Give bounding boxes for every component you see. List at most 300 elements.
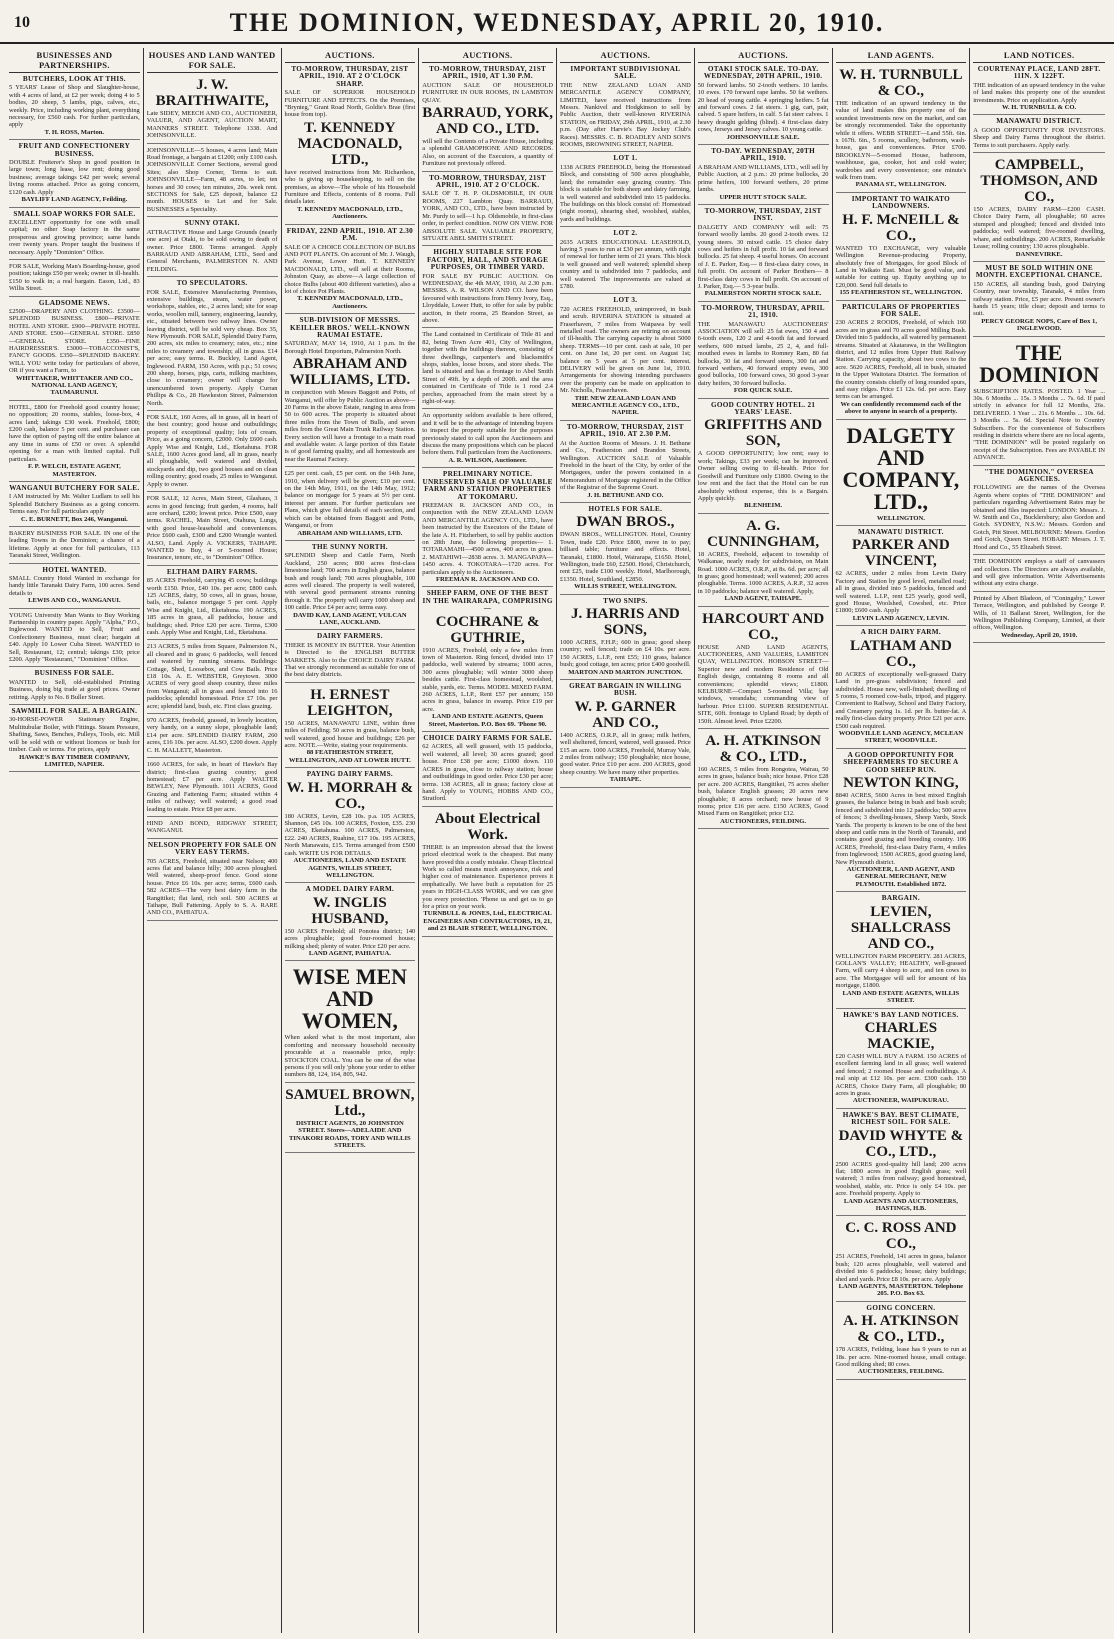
ad-signature: JOHNSONVILLE SALE. <box>726 133 800 141</box>
ad-body: in conjunction with Messrs Baggott and Potts, of Wanganui, will offer by Public Auction as above—20 Farms in the above Estate, ranging in area from 50 to 600 acres. The property is situated about three miles from the Town of Bulls, and seven miles from the Great Main Trunk Railway Station. Every section will have a frontage to a main road and available water. A large portion of this Estate is of good farming quality, and all homesteads are near the Raumai Factory. <box>284 389 416 463</box>
ad-heading: CHOICE DAIRY FARMS FOR SALE. <box>423 734 552 743</box>
ad-firm-name: CAMPBELL, THOMSON, AND CO., <box>980 157 1098 206</box>
page-number: 10 <box>14 14 30 31</box>
ad-heading: TO-MORROW, THURSDAY, APRIL 21, 1910. <box>701 303 825 320</box>
ad-heading: SUB-DIVISION OF MESSRS. KEILLER BROS.' WELL-KNOWN RAUMAI ESTATE. <box>289 316 410 339</box>
ad-body: FREEMAN R. JACKSON AND CO., in conjunction with the NEW ZEALAND LOAN AND MERCANTILE AGENCY CO., LTD., have been instructed by the Executors of the Estate of the late A. H. Fitzherbert, to sell by public auction on 28th June, the following properties— 1. TOTARAMAHI—4500 acres, 400 acres in grass. 2. MATAHIWI—2838 acres. 3. MANGAPAPA—1450 acres. 4. TOKOTARA—1720 acres. For particulars apply to the Auctioneers. <box>422 501 553 576</box>
advertisement <box>698 205 829 302</box>
ad-signature: HAWKE'S BAY TIMBER COMPANY, LIMITED, NAPIER. <box>19 753 130 768</box>
ad-firm-name: A. H. ATKINSON & CO., LTD., <box>705 733 821 766</box>
column-7 <box>833 48 971 1633</box>
advertisement <box>9 208 140 260</box>
advertisement <box>973 555 1105 592</box>
advertisement <box>836 420 967 526</box>
ad-firm-name: A. G. CUNNINGHAM, <box>707 517 820 550</box>
ad-firm-name: SAMUEL BROWN, Ltd., <box>285 1086 415 1119</box>
ad-body: 1660 ACRES, for sale, in heart of Hawke's Bay district; first-class grazing country; good homestead; £7 per acre. Apply WALTER BEWLEY, New Plymouth. 1011 ACRES, Good Grazing and Fattening Farm; situated within 4 miles of railway; well watered; a good road leading to estate. Price £8 per acre. <box>146 761 278 813</box>
advertisement <box>836 749 967 893</box>
advertisement <box>836 63 967 193</box>
advertisement <box>147 492 278 566</box>
ad-heading: HOTEL WANTED. <box>42 565 107 574</box>
masthead <box>0 0 1114 44</box>
advertisement <box>285 1083 416 1154</box>
ad-body: 1400 ACRES, O.R.P., all in grass; milk heifers, well sheltered, fenced, watered, well grassed. Price £15 an acre. 1000 ACRES, Freehold, Murray Vale, 2 miles from railway; 150 ploughable; nice house, good water. Price £10 per acre. 200 ACRES, good sheep country. We have many other properties. <box>560 731 691 776</box>
advertisement <box>560 227 691 294</box>
ad-firm-name: LATHAM AND CO., <box>849 637 952 670</box>
ad-body: 160 ACRES, 5 miles from Rongotea, Wairau, 50 acres in grass, balance bush; nice house. Price £28 per acre. 200 ACRES, Rangitikei, 75 acres shelter bush, balance English grasses; 20 acres new ploughable; 8 acres orchard; new house of 9 rooms; price £16 per acre. £150 ACRES, Good Mixed Farm on Rangitikei; price £12. <box>697 766 829 818</box>
ad-signature: 155 FEATHERSTON ST., WELLINGTON. <box>839 289 963 297</box>
ad-body: THE indication of an upward tendency in the value of land makes this property one of the soundest investments. Price on application. Apply <box>973 81 1105 104</box>
ad-body: 62 ACRES, all well grassed, with 15 paddocks, well watered, all level; 30 acres grazed; good house. Price £38 per acre; £1000 down. 110 ACRES in grass, close to railway station; house and outbuildings in good order. Price £30 per acre; terms. 138 ACRES, all in grass; factory close at hand. Apply to YOUNG, HOBBS AND CO., Stratford. <box>422 743 553 803</box>
ad-heading: PRELIMINARY NOTICE. UNRESERVED SALE OF VALUABLE FARM AND STATION PROPERTIES AT TOKOMARU. <box>422 470 553 501</box>
ad-body: THE indication of an upward tendency in the value of land makes this property one of the soundest investments now on the market, and can be strongly recommended. Take the opportunity while it offers. WEBB STREET—Land 55ft. 6in. x 167ft. 6in., 5 rooms, scullery, bathroom, wash-house, gas and conveniences. Price £700. BROOKLYN—5-roomed House, bathroom, washhouse, gas, cooker, hot and cold water; wardrobes and every convenience; one minute's walk from tram. <box>835 100 967 182</box>
ad-body: When asked what is the most important, also comforting and necessary household necessity procurable at a reasonable price, reply: STOCKTON COAL. You can be one of the wise persons if you will only 'phone your order to either numbers 88, 124, 164, 805, 942. <box>284 1034 416 1079</box>
ad-firm-name: PARKER AND VINCENT, <box>852 537 950 570</box>
advertisement <box>422 468 553 587</box>
advertisement <box>285 467 416 541</box>
ad-heading: A MODEL DAIRY FARM. <box>305 885 395 894</box>
ad-firm-name: BARRAUD, YORK, AND CO., LTD. <box>422 105 553 138</box>
ad-heading: SAWMILL FOR SALE. A BARGAIN. <box>11 707 138 716</box>
ad-signature: W. H. TURNBULL & CO. <box>1002 104 1077 112</box>
advertisement <box>698 607 829 729</box>
ad-heading: HIGHLY SUITABLE SITE FOR FACTORY, HALL, AND STORAGE PURPOSES, OR TIMBER YARD. <box>426 248 549 272</box>
advertisement <box>422 732 553 807</box>
ad-firm-name: COCHRANE & GUTHRIE, <box>435 613 540 646</box>
ad-signature: T. KENNEDY MACDONALD, LTD., Auctioneers. <box>297 205 403 221</box>
ad-heading: ELTHAM DAIRY FARMS. <box>166 567 258 576</box>
column-1 <box>6 48 144 1633</box>
column-heading: LAND NOTICES. <box>973 48 1105 63</box>
ad-body: DWAN BROS., WELLINGTON. Hotel, Country Town, trade £20. Price £800, move in to pay; billiard table; furniture and effects. Hotel, Taranaki, £1800. Hotel, Wairarapa, £1650. Hotel, Wellington, trade £60, £2500. Hotel, Christchurch, rent £25, trade £100 weekly. Hotel, Marlborough, £1350. Hotel, Southland, £2850. <box>560 531 691 583</box>
ad-body: 2500 ACRES good-quality hill land; 200 acres flat; 1800 acres in good English grass; well watered; 3 miles from railway; good homestead, woolshed, stable, etc. Price is only £4 10s. per acre. Freehold property. Apply to <box>835 1160 967 1198</box>
ad-signature: WHITTAKER, WHITTAKER AND CO., NATIONAL LAND AGENCY, TAUMARUNUI. <box>15 374 133 397</box>
ad-body: 720 ACRES FREEHOLD, unimproved, in bush and scrub. RIVERINA STATION is situated at Fraserhaven, 7 miles from Waipawa by well metalled road. The owners are retiring on account of ill-health. The carrying capacity is about 5000 sheep. TERMS—10 per cent. cash at sale, 10 per cent. on June 1st, 20 per cent. on August 1st; balance on 5 years at 5 per cent. interest. DELIVERY will be given on June 1st, 1910. Arrangements for showing intending purchasers over the property can be made on application to Mr. Nicholls, Fraserhaven. <box>560 305 691 395</box>
ad-firm-name: DWAN BROS., <box>576 514 675 531</box>
ad-signature: Wednesday, April 20, 1910. <box>1001 631 1078 639</box>
ad-heading: MUST BE SOLD WITHIN ONE MONTH. EXCEPTIONAL CHANCE. <box>975 263 1103 280</box>
ad-body: 2635 ACRES EDUCATIONAL LEASEHOLD, having 5 years to run at £30 per annum, with right of renewal for further term of 21 years. This block is well grassed and well watered; splendid sheep country and is subdivided into 7 paddocks, and well watered. The improvements are valued at £780. <box>560 238 691 290</box>
ad-heading: HAWKE'S BAY. BEST CLIMATE, RICHEST SOIL. FOR SALE. <box>842 1110 959 1127</box>
ad-signature: C. E. BURNETT, Box 246, Wanganui. <box>21 515 128 523</box>
ad-body: 150 ACRES, DAIRY FARM—£200 CASH. Choice Dairy Farm, all ploughable; 60 acres stumped and ploughed; fenced and divided into paddocks; well watered; five-roomed dwelling, whare, and outbuildings. 200 ACRES, Remarkable Lease; rolling country; 130 acres ploughable. <box>973 206 1105 251</box>
column-4 <box>419 48 557 1633</box>
ad-heading: TO-DAY. WEDNESDAY, 20TH APRIL, 1910. <box>711 147 816 163</box>
ad-body: THE MANAWATU AUCTIONEERS' ASSOCIATION will sell: 25 fat ewes, 150 4 and 6-tooth ewes, 120 2 and 4-tooth fat and forward wethers, 600 mixed lambs, 25 2, 4, and full-mouthed ewes in lambs to Romney Ram, 80 fat bullocks, 30 fat and forward steers, 300 fat and forward wethers, 40 forward empty ewes, 300 good bullocks, 100 forward cows, 30 good 3-year dairy heifers, 30 forward bullocks. <box>697 320 829 387</box>
advertisement <box>285 961 416 1082</box>
ad-heading: PAYING DAIRY FARMS. <box>306 770 394 779</box>
advertisement <box>973 115 1105 153</box>
ad-heading: COURTENAY PLACE, LAND 28FT. 11IN. X 122FT. <box>977 65 1101 81</box>
ad-body: Late SIDEY, MEECH AND CO., AUCTIONEER, VALUER, AND AGENT, AUCTION MART, MANNERS STREET. Telephone 1338. And JOHNSONVILLE. <box>146 110 278 140</box>
ad-signature: DANNEVIRKE. <box>1015 250 1063 258</box>
advertisement <box>9 482 140 527</box>
ad-body: 705 ACRES, Freehold, situated near Nelson; 400 acres flat and balance hilly; 300 acres ploughed. Well watered, sheep-proof fence. Good stone house. Price £6 10s. per acre; terms, £600 cash. 582 ACRES—The very best dairy farm in the Rangitikei; flat land, rich soil. 500 ACRES at Taihape, Bull Fattening. Apply to S. A. RARE AND CO., PAHIATUA. <box>146 857 278 917</box>
ad-firm-name: W. H. TURNBULL & CO., <box>839 67 963 99</box>
column-2 <box>144 48 282 1633</box>
ad-heading: SMALL SOAP WORKS FOR SALE. <box>13 209 136 218</box>
advertisement <box>9 73 140 140</box>
ad-body: 150 ACRES, MANAWATU LINE, within three miles of Feilding; 50 acres in grass, balance bush, well watered, good house and buildings; £26 per acre. NOTE.—Write, stating your requirements. <box>284 719 416 750</box>
ad-body: FOLLOWING are the names of the Oversea Agents where copies of "THE DOMINION" and particulars regarding Advertisement Rates may be obtained and files inspected: LONDON: Messrs. J. W. Smith and Co., Bucklersbury; also Gordon and Gotch. SYDNEY, N.S.W.: Messrs. Gordon and Gotch, Pitt Street. MELBOURNE: Messrs. Gordon and Gotch, Queen Street. HOBART: Messrs. J. T. Hood and Co., 55 Elizabeth Street. <box>973 484 1105 551</box>
ad-signature: LAND AGENT, TAIHAPE. <box>724 595 802 603</box>
advertisement <box>560 63 691 152</box>
ad-signature: WELLINGTON. <box>876 514 925 522</box>
ad-signature: WOODVILLE LAND AGENCY, MCLEAN STREET, WOODVILLE. <box>838 729 964 745</box>
ad-body: will sell the Contents of a Private House, including a splendid GRAMOPHONE AND RECORDS. Also, on account of the Executors, a quantity of Furniture not previously offered. <box>422 138 553 168</box>
ad-body: £2500—DRAPERY AND CLOTHING. £3500—SPLENDID BUSINESS. £800—PRIVATE HOTEL AND STORE. £900—PRIVATE HOTEL AND STORE. £500—GENERAL STORE. £850—GENERAL STORE. £350—FINE HAIRDRESSER'S. £3000—TOBACCONIST'S, FANCY GOODS. £350—SPLENDID BAKERY. WILL YOU write today for particulars of above, OR if you want a Farm, to <box>9 307 140 375</box>
ad-signature: F. P. WELCH, ESTATE AGENT, MASTERTON. <box>27 463 121 478</box>
ad-body: An opportunity seldom available is here offered, and it will be to the advantage of intending buyers to inspect the property suitable for the purposes previously stated to call upon the Auctioneers and discuss the many propositions which can be placed before them. Full particulars from the Auctioneers. <box>422 412 553 457</box>
ad-body: WANTED TO EXCHANGE, very valuable Wellington Revenue-producing Property, absolutely free of Mortgages, for good Block of Land in Waikato East. Must be good value, and suitable for cutting up. Equity anything up to £20,000. Send full details to <box>835 244 967 289</box>
ad-heading: HOTELS FOR SALE. <box>588 504 663 513</box>
column-heading: AUCTIONS. <box>422 48 553 63</box>
advertisement <box>698 63 829 145</box>
ad-body: Printed by Albert Bladeon, of "Coningsby," Lower Terrace, Wellington, and published by George P. Wills, of 11 Ballarat Street, Wellington, for the Wellington Publishing Company, Limited, at their offices, Wellington. <box>973 594 1105 632</box>
advertisement <box>973 262 1105 337</box>
ad-heading: "THE DOMINION." OVERSEA AGENCIES. <box>984 467 1094 484</box>
ad-signature: We can confidently recommend each of the above to anyone in search of a property. <box>840 400 962 416</box>
advertisement <box>147 839 278 921</box>
advertisement <box>836 1109 967 1217</box>
advertisement <box>9 297 140 401</box>
advertisement <box>147 758 278 817</box>
advertisement <box>560 152 691 227</box>
ad-heading: BUTCHERS, LOOK AT THIS. <box>22 75 126 83</box>
advertisement <box>9 260 140 297</box>
ad-firm-name: J. HARRIS AND SONS, <box>570 606 680 638</box>
advertisement <box>836 301 967 420</box>
column-heading: HOUSES AND LAND WANTED FOR SALE. <box>147 48 278 73</box>
ad-signature: LEWIS AND CO., WANGANUI. <box>28 597 121 605</box>
advertisement <box>285 883 416 961</box>
ad-heading: LOT 3. <box>613 296 638 305</box>
ad-body: YOUNG University Man Wants to Buy Working Partnership in country paper. Apply "Alpha," P.O., Inglewood. WANTED to Sell, Fruit and Confectionery Business, must clear; bargain at £40. Apply 10 Lower Cuba Street. WANTED to Sell, Restaurant, 12; central; takings £30; price £200. Apply "Restaurant," "Dominion" Office. <box>9 611 140 664</box>
advertisement <box>422 807 553 937</box>
ad-body: SALE OF A CHOICE COLLECTION OF BULBS AND POT PLANTS. On account of Mr. J. Waugh, Park Avenue, Lower Hutt. T. KENNEDY MACDONALD, LTD., will sell at their Rooms, Johnston Quay, as above—A large collection of choice Bulbs (about 400 different varieties), also a lot of choice Pot Plants. <box>284 243 416 295</box>
advertisement <box>9 705 140 772</box>
ad-body: 1910 ACRES, Freehold, only a few miles from town of Masterton. Ring fenced, divided into 17 paddocks, well watered by streams; 1000 acres, 300 acres ploughable; will winter 3000 sheep besides cattle. First-class homestead, woolshed, stable, yards, etc. Terms. MODEL MIXED FARM. 260 ACRES, L.I.P., Rent £57 per annum; 150 acres in grass, balance in swamp. Price £19 per acre. <box>422 646 553 713</box>
advertisement <box>973 337 1105 466</box>
ad-heading: TO-MORROW, THURSDAY, 21ST APRIL, 1910. AT 2 O'CLOCK. <box>429 173 547 190</box>
advertisement <box>9 609 140 668</box>
ad-body: SUBSCRIPTION RATES. POSTED. 1 Year ... 30s. 6 Months ... 15s. 3 Months ... 7s. 6d. If paid strictly in advance for full 12 Months, 26s. DELIVERED. 1 Year ... 21s. 6 Months ... 10s. 6d. 3 Months ... 5s. 6d. Special Note to Country Subscribers. For the convenience of Subscribers residing in districts where there are no local agents, "THE DOMINION" will be posted regularly on receipt of the Subscription. Fees are PAYABLE IN ADVANCE. <box>973 387 1105 462</box>
advertisement <box>147 817 278 839</box>
ad-body: 970 ACRES, freehold, grassed, in lovely location, very handy, on a sunny slope, ploughable land; £14 per acre. SPLENDID DAIRY FARM, 260 acres, £16 10s. per acre. ALSO, £200 down. Apply C. H. MALLETT, Masterton. <box>146 717 278 754</box>
ad-body: 1000 ACRES, F.H.P.; 600 in grass; good sheep country; well fenced; trade on £4 10s. per acre. 150 ACRES, L.I.P., rent £55; 110 grass, balance bush; good cottage, ten acres; price £400 goodwill. <box>560 639 691 669</box>
ad-firm-name: J. W. BRAITHWAITE, <box>155 77 269 109</box>
advertisement <box>836 1216 967 1301</box>
advertisement <box>698 302 829 399</box>
ad-heading: TO-MORROW, THURSDAY, 21ST INST. <box>704 206 822 223</box>
ad-display-heading: WISE MEN AND WOMEN, <box>292 964 408 1034</box>
ad-body: 30-HORSE-POWER Stationary Engine, Multitubular Boiler, with Fittings. Steam Pressure, Shafting, Saws, Benches, Pulleys, Tools, etc. Mill will be sold with or without licences or bush for timber. Cash or terms. For prices, apply <box>9 716 140 754</box>
ad-body: HIND AND BOND, RIDGWAY STREET, WANGANUI. <box>146 819 278 835</box>
advertisement <box>147 277 278 411</box>
ad-signature: PERCY GEORGE NOPS, Care of Box 1, INGLEWOOD. <box>981 317 1097 333</box>
advertisement <box>285 63 416 225</box>
ad-body: The Land contained in Certificate of Title 81 and 82, being Town Acre 401, City of Wellington, together with the buildings thereon, consisting of three dwellings, carpenter's and blacksmith's shops, stables, loose boxes, and store sheds. The land is situated and has a frontage to Abel Smith Street of 49ft. by a depth of 200ft. and the area contained in Certificate of Title is 1 rood 2.4 perches, approached from the main street by a right-of-way. <box>422 331 553 406</box>
columns-container <box>6 48 1108 1633</box>
advertisement <box>836 193 967 301</box>
ad-heading: DAIRY FARMERS. <box>316 632 383 641</box>
ad-body: ATTRACTIVE House and Large Grounds (nearly one acre) at Otaki, to be sold owing to death of owner. Price £800. Terms arranged. Apply BARRAUD AND ABRAHAM, LTD., Seed and General Merchants, PALMERSTON N. AND FEILDING. <box>146 228 278 273</box>
advertisement <box>973 63 1105 115</box>
ad-firm-name: CHARLES MACKIE, <box>864 1019 938 1052</box>
ad-body: £25 per cent. cash, £5 per cent. on the 14th June, 1910, when delivery will be given; £10 per cent. on the 14th May, 1911, on the 14th May, 1912; balance on mortgage for 5 years at 5½ per cent. interest per annum. For further particulars see Plans, which give full details of each section, and which can be obtained from Baggott and Potts, Wanganui, or from <box>284 470 416 530</box>
ad-body: SALE OF T. H. P. OLDSMOBILE, IN OUR ROOMS, 227 Lambton Quay. BARRAUD, YORK, AND CO., LTD., have been instructed by Mr. Purdy to sell—1 h.p. Oldsmobile, in first-class order, in perfect condition. NOW ON VIEW. FOR ABSOLUTE SALE. VALUABLE PROPERTY, SITUATE ABEL SMITH STREET. <box>422 190 553 242</box>
ad-body: 50 forward lambs. 50 2-tooth wethers. 10 lambs. 10 ewes. 170 forward rape lambs. 50 fat wethers. 20 head of young cattle. 4 springing heifers. 5 fat and forward cows. 2 fat steers. 1 gig, cart, pair, calved. 5 spare heifers, in calf. 5 fat steer calves. 1 heavy draught gelding (blind). 4 first-class dairy cows, Jerseys and Jersey calves. 10 young cattle. <box>697 81 829 134</box>
ad-signature: AUCTIONEERS, FEILDING. <box>720 817 807 825</box>
advertisement <box>422 63 553 172</box>
advertisement <box>285 541 416 630</box>
ad-signature: TAIHAPE. <box>609 776 641 784</box>
ad-body: THERE IS MONEY IN BUTTER. Your Attention is Directed to the ENGLISH BUTTER MARKETS. Also to the CHOICE DAIRY FARM. That we strongly recommend as suitable for one of the best dairy districts. <box>284 641 416 679</box>
ad-signature: AUCTIONEERS, LAND AND ESTATE AGENTS, WILLIS STREET, WELLINGTON. <box>293 857 407 879</box>
advertisement <box>698 514 829 607</box>
ad-heading: TO-MORROW, THURSDAY, 21ST APRIL, 1910, AT 1.30 P.M. <box>429 65 547 81</box>
ad-body: 251 ACRES, Freehold, 141 acres in grass, balance bush; 120 acres ploughable, well watered and divided into 6 paddocks; house; dairy buildings; shed and yards. Price £8 10s. per acre. Apply <box>835 1253 967 1283</box>
ad-body: 1338 ACRES FREEHOLD, being the Homestead Block, and consisting of 500 acres ploughable, land; the remainder easy grazing country. This block is suitable for both sheep and dairy farming, is well watered and subdivided into 15 paddocks. The buildings on this block consist of: Homestead (eight rooms), shearing shed, woolshed, stables, yards and buildings. <box>560 163 691 223</box>
ad-signature: J. H. BETHUNE AND CO. <box>587 491 664 499</box>
ad-body: THERE is an impression abroad that the lowest priced electrical work is the cheapest. But many have proved this a costly mistake. Cheap Electrical Work so called means much annoyance, risk and higher cost of maintenance. Experience proves it emphatically. We have built a reputation for 25 years in HIGH-CLASS WORK, and we can give you every protection. 'Phone us and get us to go for a price on your work. <box>422 843 553 910</box>
ad-heading: SHEEP FARM, ONE OF THE BEST IN THE WAIRARAPA, COMPRISING— <box>422 589 553 613</box>
ad-heading: MANAWATU DISTRICT. <box>857 528 944 537</box>
advertisement <box>285 683 416 768</box>
ad-body: 5 YEARS' Lease of Shop and Slaughter-house, with 4 acres of land, at £2 per week; doing 4 to 5 bodies, 20 sheep, 5 lambs, pigs, calves, etc., weekly. Price, including working plant, everything necessary, for £560 cash. For further particulars, apply <box>9 84 140 129</box>
advertisement <box>147 411 278 492</box>
ad-heading: GREAT BARGAIN IN WILLING BUSH. <box>569 682 682 698</box>
ad-body: THE DOMINION employs a staff of canvassers and collectors. The Directors are always available, and will give information. Write Advertisements without any extra charge. <box>973 558 1105 588</box>
ad-signature: A. R. WILSON, Auctioneer. <box>448 456 527 464</box>
ad-signature: MARTON AND MARTON JUNCTION. <box>568 668 683 676</box>
ad-firm-name: H. ERNEST LEIGHTON, <box>307 686 393 719</box>
column-8 <box>970 48 1108 1633</box>
advertisement <box>973 153 1105 262</box>
column-5 <box>557 48 695 1633</box>
ad-signature: THE NEW ZEALAND LOAN AND MERCANTILE AGENCY CO., LTD., NAPIER. <box>571 394 680 417</box>
ad-firm-name: LEVIEN, SHALLCRASS AND CO., <box>850 903 951 952</box>
column-heading: AUCTIONS. <box>285 48 416 63</box>
ad-heading: FRUIT AND CONFECTIONERY BUSINESS. <box>18 142 131 158</box>
ad-body: 85 ACRES Freehold, carrying 45 cows; buildings worth £150. Price, £40 10s. per acre; £800 cash. 125 ACRES, dairy, 50 cows, all in grass, house, bails, etc., balance mortgage 5 per cent. Apply Wise and Knight, Ltd., Eketahuna. 190 ACRES, 185 acres in grass, all paddocks, house and buildings; shed. Price £20 per acre. Terms, £300 cash. Apply Wise and Knight, Ltd., Eketahuna. <box>146 577 278 636</box>
ad-body: SALE OF SUPERIOR HOUSEHOLD FURNITURE AND EFFECTS. On the Premises, "Brynteg," Grant Road North, Goldie's Brae (first house from top). <box>284 89 416 119</box>
advertisement <box>560 503 691 595</box>
ad-signature: BLENHEIM. <box>744 502 783 510</box>
advertisement <box>836 1302 967 1380</box>
ad-body: 62 ACRES, under 2 miles from Levin Dairy Factory and Station by good level, metalled road; all in grass, divided into 5 paddocks, fenced and well watered. L.I.P., rent £25 yearly, good well, good House, Woolshed, Cowshed, etc. Price £1800; £600 cash. Apply <box>835 570 967 615</box>
ad-signature: WILLIS STREET, WELLINGTON. <box>574 583 677 591</box>
advertisement <box>147 73 278 144</box>
ad-body: DALGETY AND COMPANY will sell: 75 forward woolly lambs. 20 good 2-tooth ewes. 12 young steers. 30 mixed cattle. 15 choice dairy cows and heifers in full profit. 10 fat and forward bullocks. 25 fat sheep. 4 useful horses. On account of J. E. Parker, Esq.— 8 first-class dairy cows, in full profit. On account of Parker Brothers— 8 first-class dairy cows in full profit. On account of J. Parker, Esq.— 5 3-year bulls. <box>697 223 829 290</box>
ad-signature: DISTRICT AGENTS, 20 JOHNSTON STREET. Stores—ADELAIDE AND TINAKORI ROADS, TORY AND WILLIS STREETS. <box>289 1119 411 1149</box>
advertisement <box>285 768 416 883</box>
ad-firm-name: DAVID WHYTE & CO., LTD., <box>838 1127 964 1160</box>
ad-signature: FOR QUICK SALE. <box>733 387 793 395</box>
column-heading: AUCTIONS. <box>698 48 829 63</box>
advertisement <box>422 246 553 328</box>
advertisement <box>836 626 967 748</box>
ad-signature: LAND AND ESTATE AGENTS, Queen Street, Masterton. P.O. Box 69. 'Phone 90. <box>428 713 547 728</box>
ad-heading: HAWKE'S BAY LAND NOTICES. <box>843 1010 959 1019</box>
ad-body: A GOOD OPPORTUNITY FOR INVESTORS. Sheep and Dairy Farms throughout the district. Terms to suit purchasers. Apply early. <box>973 126 1105 149</box>
ad-heading: SUNNY OTAKI. <box>184 219 240 228</box>
ad-heading: WANGANUI BUTCHERY FOR SALE. <box>9 483 140 492</box>
ad-body: 180 ACRES, Levin, £28 10s. p.a. 105 ACRES, Shannon, £45 10s. 100 ACRES, Foxton, £35. 230 ACRES, Eketahuna. 100 ACRES, Palmerston, £22. 240 ACRES, Ruahine, £17 10s. 195 ACRES, North Manawatu, £15. Terms arranged from £500 cash. WRITE US FOR DETAILS. <box>284 812 416 857</box>
ad-signature: LAND AGENTS, MASTERTON. Telephone 205. P.O. Box 63. <box>838 1283 964 1298</box>
ad-body: SMALL Country Hotel Wanted in exchange for handy little Taranaki Dairy Farm, 100 acres. Send details to <box>9 574 140 597</box>
advertisement <box>560 680 691 788</box>
ad-body: FOR SALE, Working Man's Boarding-house, good position; takings £50 per week; owner in ill-health. £150 to walk in; a real bargain. Eason, Ltd., 83 Willis Street. <box>9 262 140 293</box>
ad-heading: BARGAIN. <box>881 894 920 903</box>
ad-firm-name: ABRAHAM AND WILLIAMS, LTD. <box>289 356 411 389</box>
ad-signature: DAVID KAY, LAND AGENT, VULCAN LANE, AUCKLAND. <box>293 611 407 626</box>
ad-body: SATURDAY, MAY 14, 1910, At 1 p.m. In the Borough Hotel Emporium, Palmerston North. <box>284 340 416 355</box>
ad-display-heading: THE DOMINION <box>979 339 1100 387</box>
ad-body: 150 ACRES Freehold; all Ponotea district; 140 acres ploughable; good four-roomed house; milking shed; plenty of water. Price £20 per acre. <box>284 927 416 950</box>
advertisement <box>836 892 967 1008</box>
ad-body: SPLENDID Sheep and Cattle Farm, North Auckland, 250 acres; 800 acres first-class limestone land; 700 acres in English grass, balance bush and rough land; 700 acres ploughable, 100 acres well cleared. The property is well watered, with several good permanent streams running through it. The property will carry 1000 sheep and 100 cattle. Price £4 per acre; terms easy. <box>284 552 416 612</box>
ad-signature: LAND AGENTS AND AUCTIONEERS, HASTINGS, H.B. <box>843 1197 958 1212</box>
ad-heading: GOING CONCERN. <box>866 1303 936 1312</box>
ad-firm-name: A. H. ATKINSON & CO., LTD., <box>843 1313 959 1346</box>
advertisement <box>836 1009 967 1109</box>
ad-signature: PALMERSTON NORTH STOCK SALE. <box>704 290 822 298</box>
advertisement <box>147 714 278 758</box>
column-heading: BUSINESSES AND PARTNERSHIPS. <box>9 48 140 73</box>
ad-heading: THE SUNNY NORTH. <box>311 542 388 551</box>
ad-heading: A RICH DAIRY FARM. <box>860 628 941 637</box>
ad-body: EXCELLENT opportunity for one with small capital; no other Soap factory in the same prosperous and growing province; same hands over twenty years. Proper taught the business if necessary. Apply "Dominion" Office. <box>9 218 140 256</box>
ad-firm-name: H. F. McNEILL & CO., <box>842 211 960 244</box>
advertisement <box>560 294 691 421</box>
ad-firm-name: GRIFFITHS AND SON, <box>704 417 823 450</box>
ad-firm-name: NEWTON KING, <box>843 774 959 791</box>
advertisement <box>9 401 140 482</box>
advertisement <box>422 587 553 732</box>
ad-body: BAKERY BUSINESS FOR SALE. IN one of the leading Towns in the Dominion; a chance of a lifetime. Apply at once for full particulars, 113 Taranaki Street, Wellington. <box>9 529 140 560</box>
ad-heading: NELSON PROPERTY FOR SALE ON VERY EASY TERMS. <box>147 840 277 857</box>
ad-firm-name: W. P. GARNER AND CO., <box>574 698 677 731</box>
ad-body: FOR SALE, 12 Acres, Main Street, Glashaus, 3 acres in good fencing; fruit garden, 4 rooms, half acre orchard, £200; lowest price. Price £500, easy terms. RACHEL, Main Street, Otahuna, Lungs, with good house-leasehold and conveniences. Price £600 cash, £300 and £200 Wrangle wanted. ALSO, Land. Apply A. VICKERS, TAIHAPE. WANTED to Buy, 4 or 5-roomed House; Insurance, tenure, etc., to "Dominion" Office. <box>146 495 278 562</box>
ad-signature: LEVIN LAND AGENCY, LEVIN. <box>852 614 950 622</box>
ad-signature: TURNBULL & JONES, Ltd., ELECTRICAL ENGINEERS AND CONTRACTORS, 19, 21, and 23 BLAIR STREET, WELLINGTON. <box>423 910 552 933</box>
ad-body: HOTEL, £800 for Freehold good country house; no opposition; 20 rooms, stables, loose-box, 4 acres land; takings £30 week. Freehold, £800; £200 cash, balance 5 per cent. and purchaser can have the option of paying off the entire balance at any time in sums of £50 or over. A splendid opening for a man with limited capital. Full particulars. <box>9 403 140 463</box>
ad-body: £20 CASH WILL BUY A FARM. 150 ACRES of excellent farming land in all grass; well watered and fenced; 2 roomed House and outbuildings. A real snip at £12 10s. per acre. £300 cash. 150 ACRES, Choice Dairy Farm, all ploughable; 80 acres in grass. <box>835 1052 967 1097</box>
ad-body: HOUSE AND LAND AGENTS, AUCTIONEERS, AND VALUERS, LAMBTON QUAY, WELLINGTON. HOBSON STREET—Superior new and modern Residence of Old English design, containing 8 rooms and all conveniences; splendid views; £1800. KELBURNE—Compact 5-roomed Villa; bay windows, verandahs; commanding view of harbour. Price £1100. SUPERB RESIDENTIAL SITE, 60ft. frontage to Upland Road; by depth of 150ft. Almost level. Price £2200. <box>697 643 829 725</box>
ad-signature: LAND AND ESTATE AGENTS, WILLIS STREET. <box>842 989 960 1005</box>
ad-firm-name: About Electrical Work. <box>434 810 541 843</box>
advertisement <box>285 314 416 467</box>
ad-body: 150 ACRES, all standing bush, good Dairying Country, near township, Taranaki, 4 miles from railway station. Price, £5 per acre. Present owner's hands 15 years; title clear; deposit and terms to suit. <box>973 280 1105 318</box>
advertisement <box>285 630 416 682</box>
column-6 <box>695 48 833 1633</box>
ad-body: FOR SALE, 160 Acres, all in grass, all in heart of the best country; good house and outbuildings; property of exceptional quality; lots of cream. Price, as a going concern, £2000. Only £600 cash. Apply Wise and Knight, Ltd., Eketahuna. FOR SALE, 1600 Acres good land, all in grass, nearly all ploughable, well watered and divided, stockyards and dip, two good houses and on clean rolling country; good roads, 25 miles to Wanganui. Apply to owner. <box>146 414 278 488</box>
ad-body: DOUBLE Fruiterer's Shop in good position in large town; long lease, low rent; doing good business; average takings £42 per week; several living rooms attached. Price as going concern, £120 cash. Apply <box>9 159 140 196</box>
advertisement <box>422 409 553 468</box>
ad-body: have received instructions from Mr. Richardson, who is giving up housekeeping, to sell on the premises, as above—The whole of his Household Furniture and Effects, contents of 8 rooms. Full details later. <box>284 168 416 206</box>
ad-heading: TO-MORROW, THURSDAY, 21ST APRIL, 1910. AT 2.30 P.M. <box>566 422 684 439</box>
ad-signature: 88 FEATHERSTON STREET, WELLINGTON, AND AT LOWER HUTT. <box>288 749 411 764</box>
ad-signature: ABRAHAM AND WILLIAMS, LTD. <box>297 529 403 537</box>
advertisement <box>9 527 140 564</box>
ad-heading: PARTICULARS OF PROPERTIES FOR SALE. <box>842 302 960 318</box>
advertisement <box>147 566 278 641</box>
advertisement <box>147 217 278 277</box>
ad-signature: FREEMAN R. JACKSON AND CO. <box>435 575 540 583</box>
ad-signature: LAND AGENT, PAHIATUA. <box>308 949 391 957</box>
ad-firm-name: W. H. MORRAH & CO., <box>286 779 414 812</box>
ad-firm-name: C. C. ROSS AND CO., <box>845 1220 957 1253</box>
ad-body: A GOOD OPPORTUNITY; low rent; easy to work; Takings, £33 per week; can be improved. Owner selling owing to ill-health. Price for Goodwill and Furniture only £1800. Owing to the low rent and the fact that the Hotel can be run absolutely without expense, this is a Bargain. Apply quickly. <box>697 450 829 502</box>
ad-body: WELLINGTON FARM PROPERTY. 281 ACRES, GOLLAN'S VALLEY; HEALTHY, well-grassed Farm, will carry 4 sheep to acre, and ten cows to acre. The Mortgagee will sell for amount of his mortgage, £1800. <box>835 952 967 990</box>
ad-signature: PANAMA ST., WELLINGTON. <box>855 181 947 189</box>
ad-body: 8840 ACRES, 5600 Acres in best mixed English grasses, the balance being in bush and bush scrub; fenced and subdivided into 12 paddocks; 500 acres of fences; 3 dwelling-houses, Sheep Yards, Stock Yards. The property is known to be one of the best sheep and cattle runs in the North of Taranaki, and contains good grazing and breeding country. 106 ACRES, Freehold, first-class Dairy Farm, 4 miles from Inglewood; 1500 ACRES, good grazing land, New Plymouth district. <box>835 791 967 866</box>
ad-heading: TO-MORROW, THURSDAY, 21ST APRIL, 1910. AT 2 O'CLOCK SHARP. <box>291 65 409 88</box>
ad-heading: A GOOD OPPORTUNITY FOR SHEEPFARMERS TO SECURE A GOOD SHEEP RUN. <box>843 750 959 774</box>
ad-heading: LOT 1. <box>613 154 638 163</box>
advertisement <box>836 526 967 626</box>
advertisement <box>973 592 1105 643</box>
ad-body: I AM instructed by Mr. Walter Ludlam to sell his Splendid Butchery Business as a going concern. Terms easy. For full particulars apply <box>9 493 140 516</box>
advertisement <box>285 225 416 314</box>
ad-body: FOR SALE BY PUBLIC AUCTION. On WEDNESDAY, the 4th MAY, 1910, At 2.30 p.m. MESSRS. A. R. WILSON AND CO. have been favoured with instructions from Henry Ivory, Esq., Lloyddale, Lower Hutt, to offer for sale by public auction, in their rooms, 25 Brandon Street, as above. <box>422 272 553 324</box>
advertisement <box>9 667 140 705</box>
ad-signature: AUCTIONEER, LAND AGENT, AND GENERAL MERCHANT, NEW PLYMOUTH. Established 1872. <box>846 866 955 888</box>
advertisement <box>698 729 829 829</box>
ad-body: A BRAHAM AND WILLIAMS, LTD., will sell by Public Auction, at 2 p.m.: 20 prime bullocks, 20 prime heifers, 100 forward wethers, 20 prime lambs. <box>697 163 829 194</box>
ad-heading: LOT 2. <box>613 229 638 238</box>
ad-heading: IMPORTANT SUBDIVISIONAL SALE. <box>570 65 681 81</box>
ad-heading: TWO SNIPS. <box>603 596 648 605</box>
advertisement <box>560 595 691 680</box>
advertisement <box>560 421 691 503</box>
ad-heading: BUSINESS FOR SALE. <box>34 669 115 678</box>
ad-firm-name: W. INGLIS HUSBAND, <box>311 894 389 927</box>
column-heading: AUCTIONS. <box>560 48 691 63</box>
ad-body: 178 ACRES, Feilding, lease has 9 years to run at 18s. per acre. Nine-roomed house, small cottage. Good milking shed; 80 cows. <box>835 1346 967 1369</box>
ad-heading: FRIDAY, 22ND APRIL, 1910. AT 2.30 P.M. <box>286 226 414 243</box>
ad-firm-name: T. KENNEDY MACDONALD, LTD., <box>297 119 403 168</box>
ad-body: AUCTION SALE OF HOUSEHOLD FURNITURE IN OUR ROOMS, IN LAMBTON QUAY. <box>422 81 553 104</box>
ad-body: THE NEW ZEALAND LOAN AND MERCANTILE AGENCY COMPANY, LIMITED, have received instructions from Messrs. Nankivel and Hodgkinson to sell by Public Auction, their well-known RIVERINA STATION, on FRIDAY, 29th APRIL, 1910, at 2.30 p.m. (Day after Harvie's Bay Jockey Club's Races). MESSRS. C. B. ROADLEY AND SON'S ROOMS, BROWNING STREET, NAPIER. <box>560 81 691 149</box>
ad-signature: T. H. ROSS, Marton. <box>44 128 105 136</box>
ad-firm-name: HARCOURT AND CO., <box>702 610 825 643</box>
ad-heading: TO SPECULATORS. <box>176 279 248 288</box>
advertisement <box>973 466 1105 555</box>
ad-body: WANTED to Sell, old-established Printing Business, doing big trade at good prices. Owner retiring. Apply to No. 8 Buller Street. <box>9 678 140 701</box>
ad-signature: T. KENNEDY MACDONALD, LTD., Auctioneers. <box>297 295 403 310</box>
ad-body: At the Auction Rooms of Messrs. J. H. Bethune and Co., Featherston and Brandon Streets, Wellington. AUCTION SALE of Valuable Freehold in the heart of the City, by order of the Mortgagees, under the powers contained in a Memorandum of Mortgage registered in the Office of the Registrar of the Supreme Court. <box>560 439 691 492</box>
advertisement <box>698 145 829 205</box>
ad-heading: GOOD COUNTRY HOTEL. 21 YEARS' LEASE. <box>710 400 816 417</box>
ad-heading: MANAWATU DISTRICT. <box>996 117 1083 126</box>
ad-heading: IMPORTANT TO WAIKATO LANDOWNERS. <box>851 194 951 211</box>
ad-display-heading: DALGETY AND COMPANY, LTD., <box>842 422 960 514</box>
ad-body: 18 ACRES, Freehold, adjacent to township of Walkanae, nearly ready for subdivision, on Main Road. 1000 ACRES, O.R.P., at 8s. 6d. per acre; all in grass; good homestead; well watered; 200 acres ploughable. Terms. 1000 ACRES, A.R.P., 32 acres in 10 paddocks; balance well watered. Apply, <box>697 550 829 595</box>
ad-signature: AUCTIONEERS, FEILDING. <box>857 1368 944 1376</box>
ad-body: JOHNSONVILLE—5 houses, 4 acres land; Main Road frontage, a bargain at £1200; only £100 cash. JOHNSONVILLE Corner Sections, several good Sites; also Shop Corner, Terms to suit. JOHNSONVILLE—Farm, 48 acres, to let; ten horses and 30 cows; ten minutes, 20s. week rent. SECTIONS for Sale, £25 deposit, balance £2 month. HOUSES to Let and for Sale. BUSINESSES a Speciality. <box>146 146 278 213</box>
advertisement <box>422 172 553 247</box>
ad-signature: BAYLIFF LAND AGENCY, Feilding. <box>21 196 128 204</box>
ad-body: 213 ACRES, 5 miles from Square, Palmerston N., all cleared and in grass; 6 paddocks, well fenced and watered by running streams. Buildings: Cottage, Shed, Loosebox, and Cow Bails. Price £18 10s. A. E. WEBSTER, Greytown. 3000 ACRES of very good sheep country, three miles from Wanganui; all in grass and fenced into 16 paddocks; splendid homestead. Price £7 10s. per acre; splendid land, bush, etc. First class grazing. <box>146 643 278 710</box>
advertisement <box>9 564 140 609</box>
ad-heading: GLADSOME NEWS. <box>38 298 110 307</box>
ad-body: 80 ACRES of exceptionally well-grassed Dairy Land in pre-grass subdivision; fenced and subdivided. House new, well-finished; dwelling of 5 rooms, 5 roomed cow-bails, tripod, and piggery. Convenient to Railway, School and Dairy Factory, and Creamery paying 1s. 1d. per lb. butter-fat. A really first-class dairy property. Price £21 per acre. £500 cash required. <box>835 670 967 730</box>
ad-signature: UPPER HUTT STOCK SALE. <box>719 193 807 201</box>
ad-body: FOR SALE, Extensive Manufacturing Premises, extensive buildings, steam, water power, workshops, stables, etc., 2 acres land; site for soap works, woollen mill, tannery, engineering, laundry, etc., situated between two railway lines. Owner leaving district, will be sold very cheap. Box 35, New Plymouth. FOR SALE, Splendid Dairy Farm, 200 acres, six miles to creamery; rates, etc.; nine miles to creamery and township; all in grass. £14 per acre; easy terms. R. Buckley, Land Agent, Inglewood. FARM, 150 Acres, with p.p.; 51 cows; 200 sheep, horses, pigs, carts, milking machines, close to creamery; owner will change for unencumbered town property. Apply Curran Phillips & Co., 28 Hawkeston Street, Palmerston North. <box>146 288 278 407</box>
advertisement <box>147 640 278 714</box>
